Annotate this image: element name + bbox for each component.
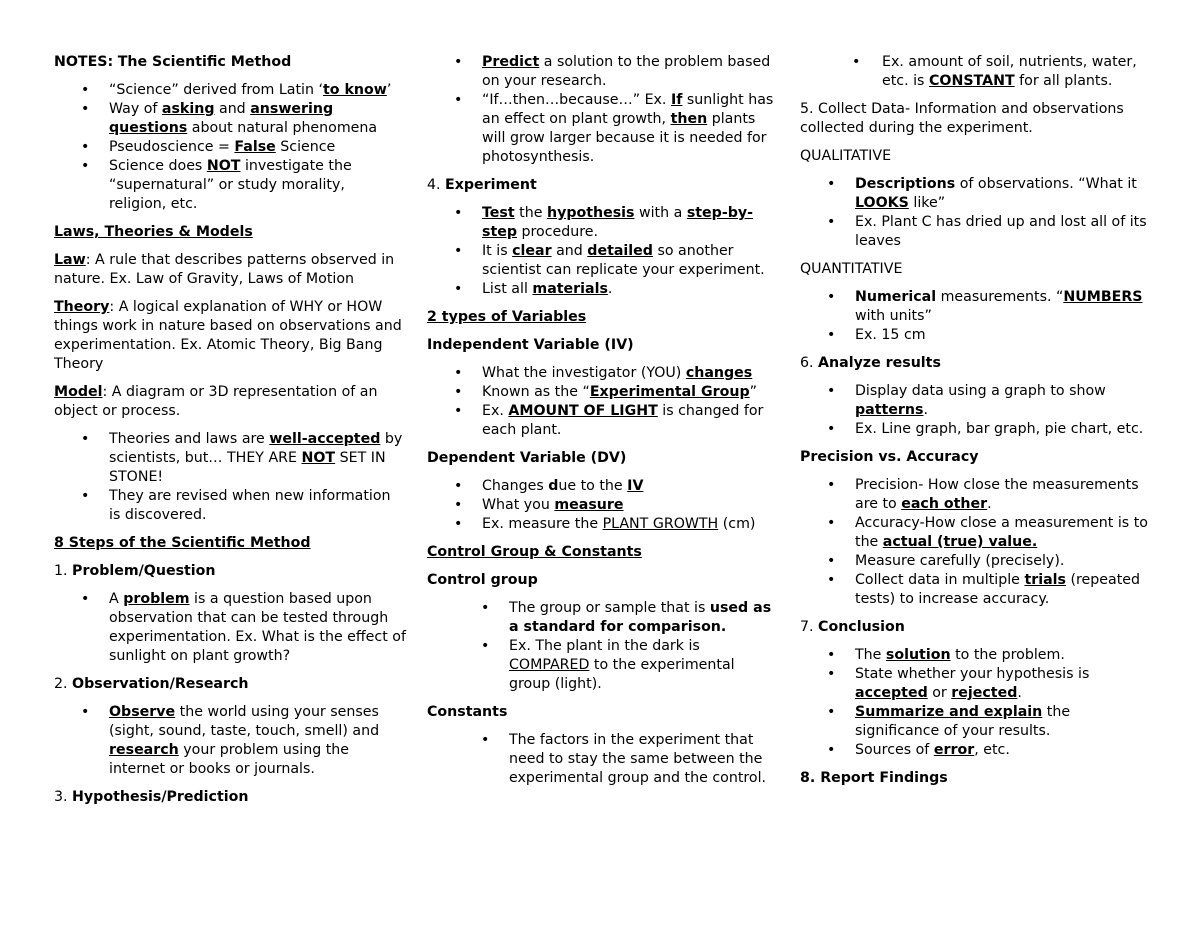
- analyze-list: [800, 382, 1150, 439]
- list-item: • Sources of error, etc.: [800, 741, 1150, 760]
- list-item: • Ex. amount of soil, nutrients, water, etc. is CONSTANT for all plants.: [800, 53, 1150, 91]
- list-item: • Theories and laws are well-accepted by scientists, but… THEY ARE NOT SET IN STONE!: [54, 430, 406, 487]
- list-item: • Accuracy-How close a measurement is to the actual (true) value.: [800, 514, 1150, 552]
- list-item: • It is clear and detailed so another scientist can replicate your experiment.: [427, 242, 779, 280]
- list-item: • Ex. Plant C has dried up and lost all of its leaves: [800, 213, 1150, 251]
- constants-heading: Constants: [427, 704, 508, 720]
- list-item: • Ex. Line graph, bar graph, pie chart, etc.: [800, 420, 1150, 439]
- constants-list: [427, 731, 779, 788]
- hypothesis-list: [427, 53, 779, 167]
- list-item: • Test the hypothesis with a step-by-step procedure.: [427, 204, 779, 242]
- list-item: • They are revised when new information is discovered.: [54, 487, 406, 525]
- models-list: [54, 430, 406, 525]
- list-item: • Display data using a graph to show patterns.: [800, 382, 1150, 420]
- list-item: • Collect data in multiple trials (repeated tests) to increase accuracy.: [800, 571, 1150, 609]
- conclusion-list: [800, 646, 1150, 760]
- iv-heading: Independent Variable (IV): [427, 337, 634, 353]
- step-1-list: [54, 590, 406, 666]
- list-item: • “Science” derived from Latin ‘to know’: [54, 81, 406, 100]
- list-item: • Predict a solution to the problem based on your research.: [427, 53, 779, 91]
- list-item: • Measure carefully (precisely).: [800, 552, 1150, 571]
- theory-definition: Theory: A logical explanation of WHY or HOW things work in nature based on observations and experimentation. Ex. Atomic Theory, Big Bang Theory: [54, 299, 402, 372]
- list-item: • The solution to the problem.: [800, 646, 1150, 665]
- list-item: • The group or sample that is used as a standard for comparison.: [427, 599, 779, 637]
- control-list: [427, 599, 779, 694]
- qualitative-list: [800, 175, 1150, 251]
- model-definition: Model: A diagram or 3D representation of an object or process.: [54, 384, 378, 419]
- list-item: • Observe the world using your senses (sight, sound, taste, touch, smell) and research your problem using the internet or books or journals.: [54, 703, 406, 779]
- dv-list: [427, 477, 779, 534]
- column-2: [427, 53, 779, 797]
- column-3: [800, 53, 1150, 797]
- list-item: • List all materials.: [427, 280, 779, 299]
- list-item: • Science does NOT investigate the “supernatural” or study morality, religion, etc.: [54, 157, 406, 214]
- list-item: • Descriptions of observations. “What it LOOKS like”: [800, 175, 1150, 213]
- step-4-heading: 4. Experiment: [427, 177, 537, 193]
- list-item: • Ex. AMOUNT OF LIGHT is changed for each plant.: [427, 402, 779, 440]
- step-7-heading: 7. Conclusion: [800, 619, 905, 635]
- step-1-heading: 1. Problem/Question: [54, 563, 216, 579]
- constants-example-list: [800, 53, 1150, 91]
- list-item: • Precision- How close the measurements are to each other.: [800, 476, 1150, 514]
- column-1: [54, 53, 406, 816]
- step-8-heading: 8. Report Findings: [800, 770, 948, 786]
- intro-list: [54, 81, 406, 214]
- step-2-heading: 2. Observation/Research: [54, 676, 249, 692]
- page-title: NOTES: The Scientific Method: [54, 54, 292, 70]
- list-item: • Numerical measurements. “NUMBERS with units”: [800, 288, 1150, 326]
- list-item: • State whether your hypothesis is accepted or rejected.: [800, 665, 1150, 703]
- qualitative-heading: QUALITATIVE: [800, 148, 892, 164]
- list-item: • Known as the “Experimental Group”: [427, 383, 779, 402]
- law-definition: Law: A rule that describes patterns observed in nature. Ex. Law of Gravity, Laws of Motion: [54, 252, 395, 287]
- section-heading-laws-theories-models: Laws, Theories & Models: [54, 224, 253, 240]
- step-5-text: 5. Collect Data- Information and observations collected during the experiment.: [800, 101, 1124, 136]
- list-item: • “If…then…because…” Ex. If sunlight has an effect on plant growth, then plants will grow larger because it is needed for photosynthesis.: [427, 91, 779, 167]
- list-item: • What you measure: [427, 496, 779, 515]
- section-heading-variables: 2 types of Variables: [427, 309, 587, 325]
- quantitative-list: [800, 288, 1150, 345]
- list-item: • A problem is a question based upon observation that can be tested through experimentation. Ex. What is the effect of sunlight on plant growth?: [54, 590, 406, 666]
- list-item: • Summarize and explain the significance of your results.: [800, 703, 1150, 741]
- quantitative-heading: QUANTITATIVE: [800, 261, 903, 277]
- list-item: • Changes due to the IV: [427, 477, 779, 496]
- list-item: • What the investigator (YOU) changes: [427, 364, 779, 383]
- dv-heading: Dependent Variable (DV): [427, 450, 627, 466]
- control-group-heading: Control group: [427, 572, 538, 588]
- list-item: • Ex. The plant in the dark is COMPARED to the experimental group (light).: [427, 637, 779, 694]
- step-3-heading: 3. Hypothesis/Prediction: [54, 789, 249, 805]
- step-2-list: [54, 703, 406, 779]
- section-heading-control: Control Group & Constants: [427, 544, 642, 560]
- list-item: • Ex. 15 cm: [800, 326, 1150, 345]
- precision-accuracy-heading: Precision vs. Accuracy: [800, 449, 979, 465]
- list-item: • Ex. measure the PLANT GROWTH (cm): [427, 515, 779, 534]
- section-heading-steps: 8 Steps of the Scientific Method: [54, 535, 311, 551]
- list-item: • The factors in the experiment that need to stay the same between the experimental group and the control.: [427, 731, 779, 788]
- list-item: • Way of asking and answering questions about natural phenomena: [54, 100, 406, 138]
- experiment-list: [427, 204, 779, 299]
- iv-list: [427, 364, 779, 440]
- list-item: • Pseudoscience = False Science: [54, 138, 406, 157]
- step-6-heading: 6. Analyze results: [800, 355, 941, 371]
- precision-accuracy-list: [800, 476, 1150, 609]
